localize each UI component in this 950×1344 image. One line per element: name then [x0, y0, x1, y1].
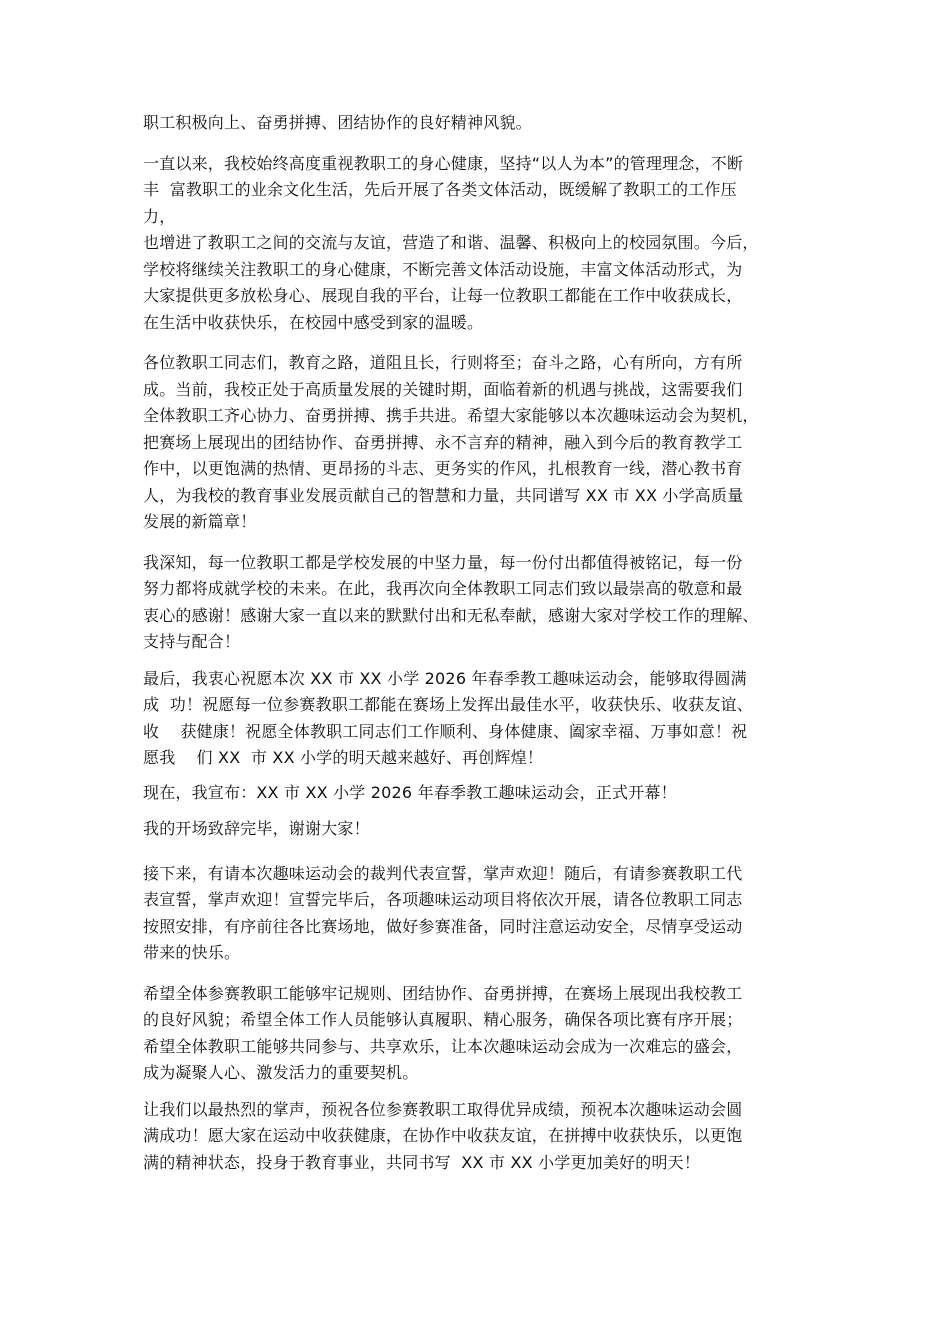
text-line: 把赛场上展现出的团结协作、奋勇拼搏、永不言弃的精神，融入到今后的教育教学工: [143, 432, 743, 452]
text-line: 现在，我宣布：XX 市 XX 小学 2026 年春季教工趣味运动会，正式开幕！: [143, 782, 677, 802]
text-line: 满成功！愿大家在运动中收获健康，在协作中收获友谊，在拼搏中收获快乐，以更饱: [143, 1126, 743, 1145]
text-line: 各位教职工同志们，教育之路，道阻且长，行则将至；奋斗之路，心有所向，方有所: [143, 353, 743, 372]
text-line: 在生活中收获快乐，在校园中感受到家的温暖。: [143, 312, 484, 332]
text-line: 一直以来，我校始终高度重视教职工的身心健康，坚持“以人为本”的管理理念，不断: [143, 153, 744, 173]
text-line: 我深知，每一位教职工都是学校发展的中坚力量，每一份付出都值得被铭记，每一份: [143, 552, 743, 572]
text-line: 学校将继续关注教职工的身心健康，不断完善文体活动设施，丰富文体活动形式，为: [143, 259, 743, 279]
speech-body: [143, 110, 823, 1186]
text-line: 丰 富教职工的业余文化生活，先后开展了各类文体活动，既缓解了教职工的工作压: [143, 180, 737, 199]
text-line: 努力都将成就学校的未来。在此，我再次向全体教职工同志们致以最崇高的敬意和最: [143, 579, 743, 598]
paragraph: [143, 1097, 823, 1177]
text-line: 希望全体教职工能够共同参与、共享欢乐，让本次趣味运动会成为一次难忘的盛会，: [143, 1036, 743, 1056]
paragraph: [143, 666, 823, 772]
text-line: 成 功！祝愿每一位参赛教职工都能在赛场上发挥出最佳水平，收获快乐、收获友谊、: [143, 695, 753, 714]
text-line: 希望全体参赛教职工能够牢记规则、团结协作、奋勇拼搏，在赛场上展现出我校教工: [143, 983, 743, 1003]
text-line: 也增进了教职工之间的交流与友谊，营造了和谐、温馨、积极向上的校园氛围。今后，: [143, 233, 759, 252]
text-line: 接下来，有请本次趣味运动会的裁判代表宣誓，掌声欢迎！随后，有请参赛教职工代: [143, 863, 743, 883]
paragraph: [143, 110, 823, 137]
text-line: 带来的快乐。: [143, 943, 241, 962]
paragraph: [143, 550, 823, 656]
text-line: 让我们以最热烈的掌声，预祝各位参赛教职工取得优异成绩，预祝本次趣味运动会圆: [143, 1099, 743, 1119]
text-line: 成为凝聚人心、激发活力的重要契机。: [143, 1063, 419, 1082]
text-line: 成。当前，我校正处于高质量发展的关键时期，面临着新的机遇与挑战，这需要我们: [143, 379, 743, 399]
text-line: 最后，我衷心祝愿本次 XX 市 XX 小学 2026 年春季教工趣味运动会，能够取得圆满: [143, 668, 747, 688]
paragraph: [143, 780, 823, 807]
text-line: 的良好风貌；希望全体工作人员能够认真履职、精心服务，确保各项比赛有序开展；: [143, 1010, 743, 1029]
text-line: 支持与配合！: [143, 632, 241, 651]
text-line: 人，为我校的教育事业发展贡献自己的智慧和力量，共同谱写 XX 市 XX 小学高质量: [143, 485, 744, 505]
text-line: 收 获健康！祝愿全体教职工同志们工作顺利、身体健康、阖家幸福、万事如意！祝: [143, 721, 748, 741]
text-line: 愿我 们 XX 市 XX 小学的明天越来越好、再创辉煌！: [143, 748, 544, 767]
text-line: 表宣誓，掌声欢迎！宣誓完毕后，各项趣味运动项目将依次开展，请各位教职工同志: [143, 890, 743, 909]
text-line: 衷心的感谢！感谢大家一直以来的默默付出和无私奉献，感谢大家对学校工作的理解、: [143, 605, 759, 625]
text-line: 大家提供更多放松身心、展现自我的平台，让每一位教职工都能在工作中收获成长，: [143, 286, 743, 305]
text-line: 作中，以更饱满的热情、更昂扬的斗志、更务实的作风，扎根教育一线，潜心教书育: [143, 459, 743, 478]
paragraph: [143, 981, 823, 1087]
paragraph: [143, 350, 823, 536]
text-line: 职工积极向上、奋勇拼搏、团结协作的良好精神风貌。: [143, 113, 532, 132]
paragraph: [143, 861, 823, 967]
text-line: 力，: [143, 206, 176, 226]
text-line: 全体教职工齐心协力、奋勇拼搏、携手共进。希望大家能够以本次趣味运动会为契机，: [143, 406, 759, 425]
text-line: 发展的新篇章！: [143, 512, 257, 531]
text-line: 按照安排，有序前往各比赛场地，做好参赛准备，同时注意运动安全，尽情享受运动: [143, 916, 743, 936]
text-line: 我的开场致辞完毕，谢谢大家！: [143, 819, 370, 838]
paragraph: [143, 816, 823, 843]
paragraph: [143, 151, 823, 337]
text-line: 满的精神状态，投身于教育事业，共同书写 XX 市 XX 小学更加美好的明天！: [143, 1152, 701, 1172]
